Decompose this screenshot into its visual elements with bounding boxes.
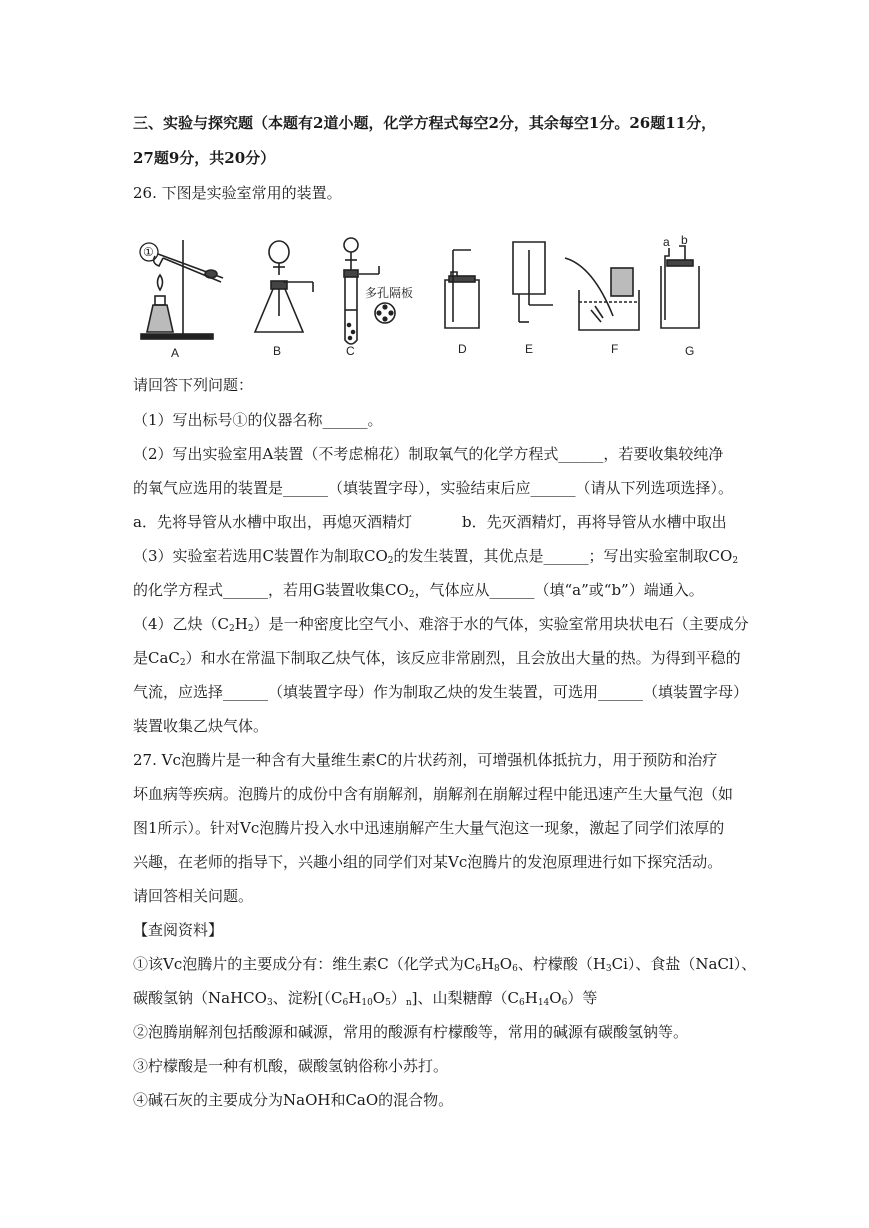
apparatus-b [255,241,313,332]
apparatus-figure [133,230,743,365]
q27-ref-3: ③柠檬酸是一种有机酸，碳酸氢钠俗称小苏打。 [133,1057,449,1075]
q26-part3-line2: 的化学方程式______，若用G装置收集$CO_2$，气体应从______（填“a”或“b”）端通入。 [133,581,704,600]
q26-part4-line1: （4）乙炔$(C_2H_2)$是一种密度比空气小、难溶于水的气体，实验室常用块状电石（主要成分 [133,615,749,634]
q27-ref-1: ①该Vc泡腾片的主要成分有：维生素C（化学式为$C_6H_8O_6$、柠檬酸$(H_3Ci)$、食盐（NaCl）、 [133,955,757,974]
apparatus-c [344,238,413,344]
label-e: E [525,342,534,356]
label-g: G [685,344,695,358]
q26-part2-line1: （2）写出实验室用A装置（不考虑棉花）制取氧气的化学方程式______，若要收集较纯净 [133,445,724,463]
q27-ref-4: ④碱石灰的主要成分为NaOH和CaO的混合物。 [133,1091,454,1109]
apparatus-f [565,258,639,330]
q27-line4: 兴趣，在老师的指导下，兴趣小组的同学们对某Vc泡腾片的发泡原理进行如下探究活动。 [133,853,723,871]
q27-ref-1-cont: 碳酸氢钠（NaHCO$_3$、淀粉$[(C_6H_{10}O_5)_n]$、山梨糖醇$(C_6H_{14}O_6)$等 [133,989,598,1008]
label-f: F [611,342,619,356]
q27-line3: 图1所示）。针对Vc泡腾片投入水中迅速崩解产生大量气泡这一现象，激起了同学们浓厚的 [133,819,725,837]
q26-prompt: 请回答下列问题： [133,376,254,394]
q26-part4-line2: 是CaC$_2$）和水在常温下制取乙炔气体，该反应非常剧烈，且会放出大量的热。为得到平稳的 [133,649,741,668]
svg-text:b: b [681,233,688,247]
apparatus-g [661,233,699,328]
label-d: D [458,342,467,356]
apparatus-d [445,250,479,328]
q27-line5: 请回答相关问题。 [133,887,254,905]
label-a: A [171,346,180,360]
q26-part3-line1: （3）实验室若选用C装置作为制取$CO_2$的发生装置，其优点是______；写出实验室制取$CO_2$ [133,547,739,566]
section-heading-line1: 三、实验与探究题（本题有2道小题，化学方程式每空2分，其余每空1分。26题11分， [133,114,717,132]
q26-part1: （1）写出标号①的仪器名称______。 [133,411,383,429]
apparatus-e [513,242,553,322]
q26-part4-line4: 装置收集乙炔气体。 [133,717,269,735]
q26-option-a: a．先将导管从水槽中取出，再熄灭酒精灯 [133,513,412,531]
q27-ref-2: ②泡腾崩解剂包括酸源和碱源，常用的酸源有柠檬酸等，常用的碱源有碳酸氢钠等。 [133,1023,689,1041]
label-c: C [346,344,355,358]
label-b: B [273,344,282,358]
svg-text:多孔隔板: 多孔隔板 [365,286,414,300]
q26-part2-line2: 的氧气应选用的装置是______（填装置字母），实验结束后应______（请从下列选项选择）。 [133,479,734,497]
svg-text:a: a [663,235,670,249]
section-heading-line2: 27题9分，共20分） [133,149,276,167]
q27-reference-title: 【查阅资料】 [133,921,224,939]
q26-option-b: b．先灭酒精灯，再将导管从水槽中取出 [462,513,727,531]
q27-line2: 坏血病等疾病。泡腾片的成份中含有崩解剂，崩解剂在崩解过程中能迅速产生大量气泡（如 [133,785,734,803]
question-26-stem: 26. 下图是实验室常用的装置。 [133,184,342,202]
label-circle-1: ① [143,245,154,259]
q27-line1: 27. Vc泡腾片是一种含有大量维生素C的片状药剂，可增强机体抵抗力，用于预防和治疗 [133,751,718,769]
q26-part4-line3: 气流，应选择______（填装置字母）作为制取乙炔的发生装置，可选用______（填装置字母） [133,683,749,701]
